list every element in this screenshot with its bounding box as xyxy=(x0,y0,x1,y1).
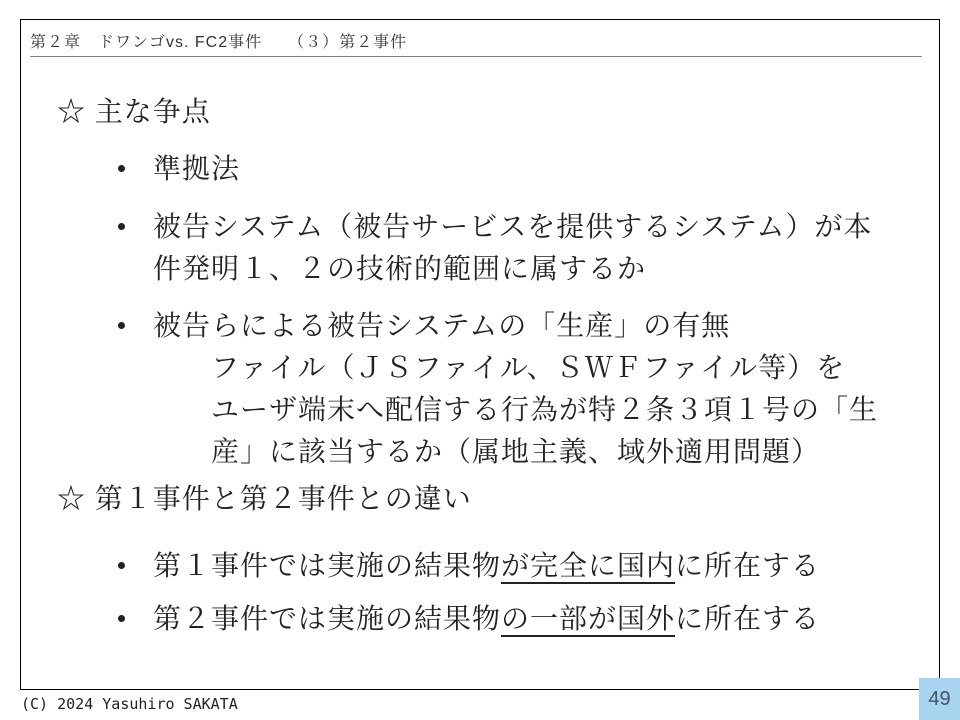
bullet-case2-foreign xyxy=(116,598,820,640)
bullet-case1-domestic-text xyxy=(153,545,820,587)
bullet-case1-domestic xyxy=(116,545,820,587)
case2-text-underlined: の一部が国外 xyxy=(501,603,675,637)
bullet-dot-icon xyxy=(118,223,125,230)
bullet-production-sub-line1: ファイル（ＪＳファイル、ＳＷＦファイル等）を xyxy=(211,352,846,383)
case1-text-underlined: が完全に国内 xyxy=(501,550,675,584)
page-number: 49 xyxy=(928,687,951,710)
bullet-production-sub-line3: 産」に該当するか（属地主義、域外適用問題） xyxy=(211,436,821,467)
bullet-dot-icon xyxy=(118,322,125,329)
page-number-badge xyxy=(919,678,960,720)
case1-text-post: に所在する xyxy=(675,550,821,581)
case2-text-pre: 第２事件では実施の結果物 xyxy=(153,603,502,634)
header-divider xyxy=(30,56,922,57)
bullet-dot-icon xyxy=(118,615,125,622)
bullet-dot-icon xyxy=(118,165,125,172)
bullet-technical-scope-line2: 件発明１、２の技術的範囲に属するか xyxy=(153,253,647,284)
header-title: 第２章 ドワンゴvs. FC2事件 （３）第２事件 xyxy=(30,34,408,51)
bullet-production-sub-line2: ユーザ端末へ配信する行為が特２条３項１号の「生 xyxy=(211,394,879,425)
bullet-case2-foreign-text xyxy=(153,598,820,640)
footer-copyright: (C) 2024 Yasuhiro SAKATA xyxy=(21,695,238,713)
bullet-production-main: 被告らによる被告システムの「生産」の有無 xyxy=(153,310,731,341)
bullet-technical-scope-line1: 被告システム（被告サービスを提供するシステム）が本 xyxy=(153,211,873,242)
case2-text-post: に所在する xyxy=(675,603,821,634)
case1-text-pre: 第１事件では実施の結果物 xyxy=(153,550,502,581)
section-heading-differences: ☆ 第１事件と第２事件との違い xyxy=(57,483,472,514)
bullet-dot-icon xyxy=(118,562,125,569)
bullet-governing-law xyxy=(116,148,240,190)
section-heading-main-issues: ☆ 主な争点 xyxy=(57,96,211,127)
bullet-production xyxy=(116,305,878,473)
bullet-governing-law-text: 準拠法 xyxy=(153,153,241,184)
bullet-technical-scope xyxy=(116,206,872,290)
